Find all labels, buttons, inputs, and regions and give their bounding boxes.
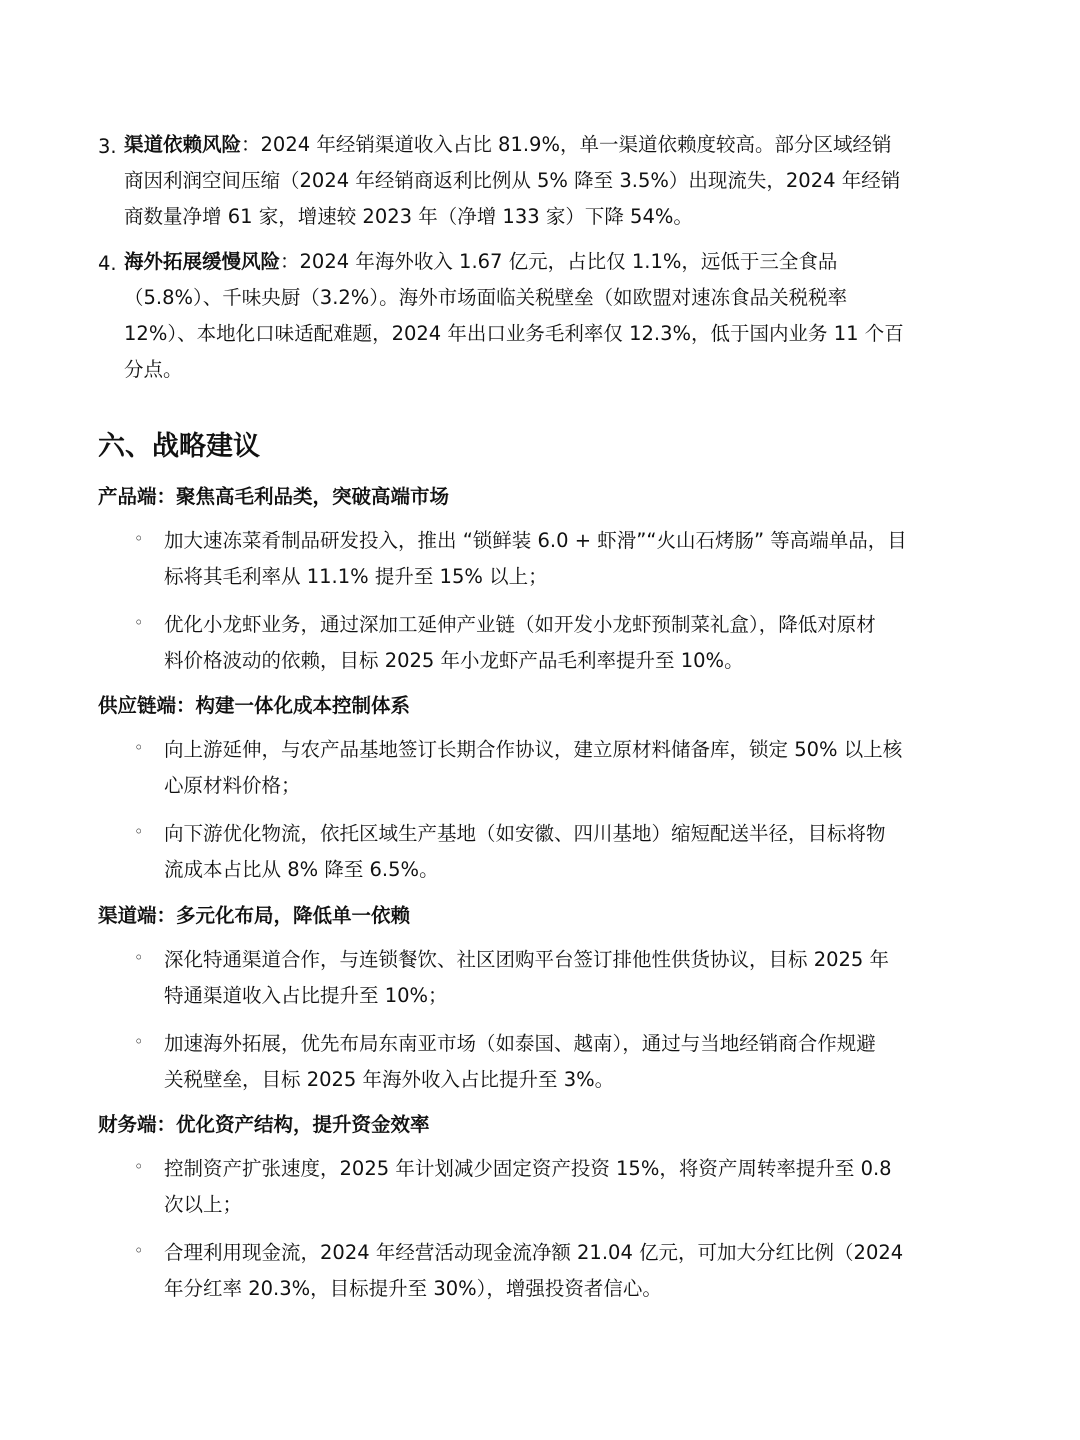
bullet-text: 控制资产扩张速度，2025 年计划减少固定资产投资 15%，将资产周转率提升至 0.8 (164, 1157, 892, 1180)
subsection-heading: 渠道端：多元化布局，降低单一依赖 (98, 904, 411, 927)
risk-text: ：2024 年海外收入 1.67 亿元，占比仅 1.1%，远低于三全食品 (280, 250, 838, 273)
bullet-text: 加大速冻菜肴制品研发投入，推出 “锁鲜装 6.0 + 虾滑”“火山石烤肠” 等高端单品，目 (164, 529, 907, 552)
bullet-text: 标将其毛利率从 11.1% 提升至 15% 以上； (164, 565, 548, 588)
subsection-heading: 供应链端：构建一体化成本控制体系 (98, 694, 411, 717)
risk-text: ：2024 年经销渠道收入占比 81.9%，单一渠道依赖度较高。部分区域经销 (241, 133, 892, 156)
list-number: 4. (98, 252, 117, 275)
bullet-icon: ◦ (134, 613, 144, 632)
bullet-icon: ◦ (134, 529, 144, 548)
bullet-text: 心原材料价格； (164, 774, 301, 797)
bullet-icon: ◦ (134, 1032, 144, 1051)
bullet-icon: ◦ (134, 1241, 144, 1260)
list-number: 3. (98, 135, 117, 158)
subsection-heading: 财务端：优化资产结构，提升资金效率 (98, 1113, 430, 1136)
risk-line: 分点。 (124, 358, 183, 381)
bullet-text: 料价格波动的依赖，目标 2025 年小龙虾产品毛利率提升至 10%。 (164, 649, 744, 672)
bullet-text: 关税壁垒，目标 2025 年海外收入占比提升至 3%。 (164, 1068, 615, 1091)
risk-title: 渠道依赖风险 (124, 133, 242, 156)
risk-line (124, 135, 892, 155)
bullet-icon: ◦ (134, 1157, 144, 1176)
risk-line: 12%）、本地化口味适配难题，2024 年出口业务毛利率仅 12.3%，低于国内业务 11 个百 (124, 322, 904, 345)
section-title: 六、战略建议 (98, 431, 260, 462)
risk-title: 海外拓展缓慢风险 (124, 250, 281, 273)
bullet-text: 流成本占比从 8% 降至 6.5%。 (164, 858, 439, 881)
bullet-icon: ◦ (134, 822, 144, 841)
risk-line: 商因利润空间压缩（2024 年经销商返利比例从 5% 降至 3.5%）出现流失，2024 年经销 (124, 169, 901, 192)
bullet-text: 向下游优化物流，依托区域生产基地（如安徽、四川基地）缩短配送半径，目标将物 (164, 822, 886, 845)
bullet-text: 深化特通渠道合作，与连锁餐饮、社区团购平台签订排他性供货协议，目标 2025 年 (164, 948, 890, 971)
bullet-text: 向上游延伸，与农产品基地签订长期合作协议，建立原材料储备库，锁定 50% 以上核 (164, 738, 903, 761)
risk-line (124, 252, 837, 272)
risk-line: （5.8%）、千味央厨（3.2%）。海外市场面临关税壁垒（如欧盟对速冻食品关税税率 (124, 286, 848, 309)
bullet-text: 特通渠道收入占比提升至 10%； (164, 984, 448, 1007)
bullet-icon: ◦ (134, 948, 144, 967)
bullet-text: 合理利用现金流，2024 年经营活动现金流净额 21.04 亿元，可加大分红比例（2024 (164, 1241, 904, 1264)
bullet-text: 优化小龙虾业务，通过深加工延伸产业链（如开发小龙虾预制菜礼盒），降低对原材 (164, 613, 876, 636)
bullet-text: 年分红率 20.3%，目标提升至 30%），增强投资者信心。 (164, 1277, 662, 1300)
subsection-heading: 产品端：聚焦高毛利品类，突破高端市场 (98, 485, 450, 508)
bullet-icon: ◦ (134, 738, 144, 757)
risk-line: 商数量净增 61 家，增速较 2023 年（净增 133 家）下降 54%。 (124, 205, 693, 228)
bullet-text: 次以上； (164, 1193, 243, 1216)
bullet-text: 加速海外拓展，优先布局东南亚市场（如泰国、越南），通过与当地经销商合作规避 (164, 1032, 876, 1055)
